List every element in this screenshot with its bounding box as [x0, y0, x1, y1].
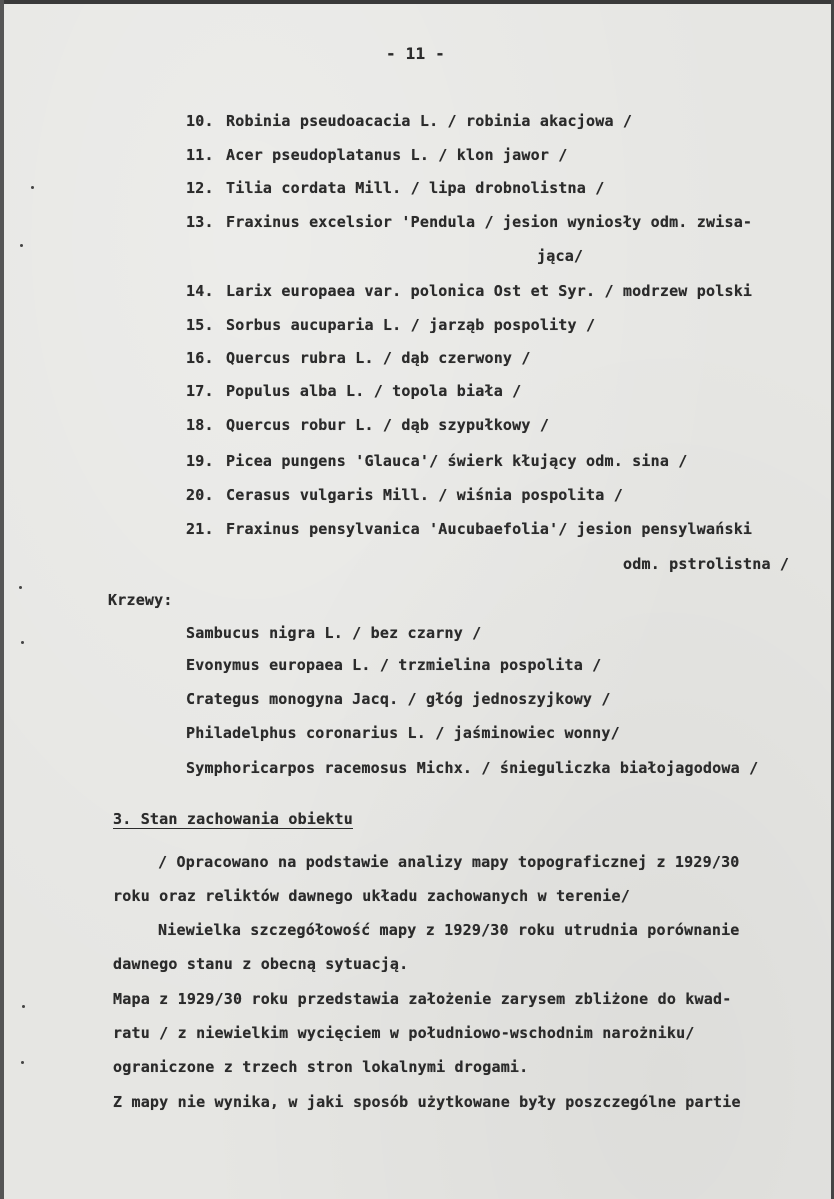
paragraph-line: ratu / z niewielkim wycięciem w południowo-wschodnim narożniku/ — [113, 1024, 695, 1042]
shrub-item: Symphoricarpos racemosus Michx. / śnieguliczka białojagodowa / — [186, 759, 759, 777]
list-item — [186, 349, 531, 367]
list-item — [186, 382, 521, 400]
paragraph-line: ograniczone z trzech stron lokalnymi drogami. — [113, 1058, 529, 1076]
item-number: 18. — [186, 416, 214, 434]
list-item-continuation: jąca/ — [537, 247, 584, 265]
item-number: 19. — [186, 452, 214, 470]
list-item — [186, 213, 752, 231]
shrubs-heading: Krzewy: — [108, 591, 173, 609]
paragraph-line: / Opracowano na podstawie analizy mapy topograficznej z 1929/30 — [158, 853, 740, 871]
item-number: 14. — [186, 282, 214, 300]
list-item — [186, 316, 595, 334]
item-text: Acer pseudoplatanus L. / klon jawor / — [226, 146, 568, 164]
list-item — [186, 112, 632, 130]
item-text: Sorbus aucuparia L. / jarząb pospolity / — [226, 316, 596, 334]
margin-mark — [22, 1005, 25, 1008]
page-number: - 11 - — [386, 44, 445, 63]
list-item — [186, 282, 752, 300]
paragraph-line: dawnego stanu z obecną sytuacją. — [113, 955, 409, 973]
item-text: Fraxinus excelsior 'Pendula / jesion wyniosły odm. zwisa- — [226, 213, 753, 231]
margin-mark — [31, 186, 34, 189]
section-heading: 3. Stan zachowania obiektu — [113, 810, 353, 828]
shrub-item: Evonymus europaea L. / trzmielina pospolita / — [186, 656, 602, 674]
item-number: 17. — [186, 382, 214, 400]
shrub-item: Sambucus nigra L. / bez czarny / — [186, 624, 482, 642]
list-item — [186, 146, 568, 164]
item-number: 13. — [186, 213, 214, 231]
list-item — [186, 520, 752, 538]
item-text: Tilia cordata Mill. / lipa drobnolistna / — [226, 179, 605, 197]
scan-border-top — [0, 0, 834, 4]
list-item — [186, 416, 549, 434]
item-number: 20. — [186, 486, 214, 504]
item-text: Quercus rubra L. / dąb czerwony / — [226, 349, 531, 367]
item-text: Cerasus vulgaris Mill. / wiśnia pospolita / — [226, 486, 623, 504]
list-item-continuation: odm. pstrolistna / — [623, 555, 790, 573]
item-number: 10. — [186, 112, 214, 130]
item-number: 15. — [186, 316, 214, 334]
scan-border-left — [0, 0, 4, 1199]
margin-mark — [21, 1061, 24, 1064]
item-text: Picea pungens 'Glauca'/ świerk kłujący odm. sina / — [226, 452, 688, 470]
item-text: Robinia pseudoacacia L. / robinia akacjowa / — [226, 112, 633, 130]
paragraph-line: Z mapy nie wynika, w jaki sposób użytkowane były poszczególne partie — [113, 1093, 741, 1111]
item-text: Populus alba L. / topola biała / — [226, 382, 522, 400]
margin-mark — [21, 641, 24, 644]
item-text: Quercus robur L. / dąb szypułkowy / — [226, 416, 550, 434]
shrub-item: Philadelphus coronarius L. / jaśminowiec wonny/ — [186, 724, 620, 742]
paragraph-line: roku oraz reliktów dawnego układu zachowanych w terenie/ — [113, 887, 630, 905]
shrub-item: Crategus monogyna Jacq. / głóg jednoszyjkowy / — [186, 690, 611, 708]
margin-mark — [19, 586, 22, 589]
item-number: 11. — [186, 146, 214, 164]
list-item — [186, 179, 604, 197]
item-number: 16. — [186, 349, 214, 367]
list-item — [186, 486, 623, 504]
paragraph-line: Niewielka szczegółowość mapy z 1929/30 roku utrudnia porównanie — [158, 921, 740, 939]
list-item — [186, 452, 688, 470]
item-number: 12. — [186, 179, 214, 197]
item-number: 21. — [186, 520, 214, 538]
item-text: Fraxinus pensylvanica 'Aucubaefolia'/ jesion pensylwański — [226, 520, 753, 538]
margin-mark — [20, 244, 23, 247]
paragraph-line: Mapa z 1929/30 roku przedstawia założenie zarysem zbliżone do kwad- — [113, 990, 732, 1008]
item-text: Larix europaea var. polonica Ost et Syr. / modrzew polski — [226, 282, 753, 300]
